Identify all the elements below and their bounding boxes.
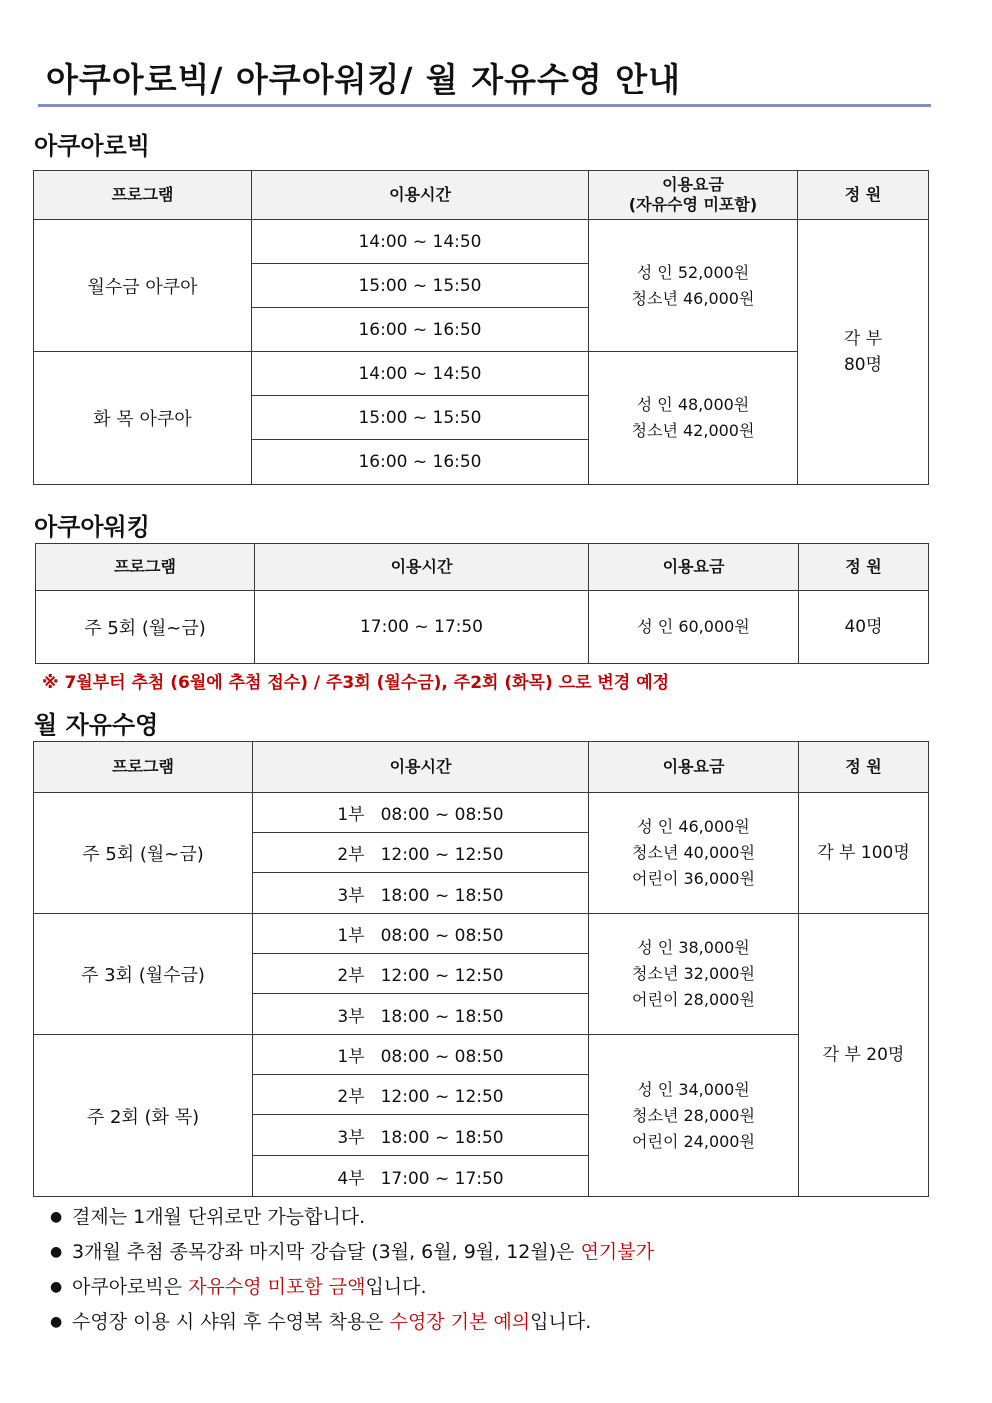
walking-header-row [36, 544, 929, 591]
fee-line: 성 인 48,000원 [636, 395, 750, 414]
fee-line: 청소년 42,000원 [631, 421, 755, 440]
time-range: 18:00 ~ 18:50 [380, 885, 504, 906]
fee-cell [589, 220, 798, 352]
table-row [34, 793, 929, 833]
time-range: 08:00 ~ 08:50 [380, 926, 504, 946]
bullet-icon: ● [50, 1314, 63, 1330]
free-swim-heading: 월 자유수영 [34, 711, 159, 739]
time-cell [253, 954, 589, 994]
note-highlight: 수영장 기본 예의 [389, 1311, 531, 1333]
aerobic-header-time: 이용시간 [252, 171, 589, 220]
time-cell [253, 914, 589, 954]
part-label: 3부 [337, 1006, 365, 1027]
fee-cell [589, 1035, 799, 1197]
table-row [34, 914, 929, 954]
note-text: 3개월 추첨 종목강좌 마지막 강습달 (3월, 6월, 9월, 12월)은 [72, 1241, 581, 1263]
part-label: 1부 [337, 926, 365, 946]
fee-line: 성 인 52,000원 [636, 262, 750, 282]
note-text-after: 입니다. [530, 1311, 592, 1333]
note-text: 아쿠아로빅은 [72, 1276, 189, 1298]
fee-line: 어린이 28,000원 [632, 990, 755, 1009]
free-swim-header-time: 이용시간 [253, 742, 589, 793]
time-range: 12:00 ~ 12:50 [380, 845, 504, 865]
page-title: 아쿠아로빅/ 아쿠아워킹/ 월 자유수영 안내 [46, 60, 681, 99]
time-cell [253, 1035, 589, 1075]
table-row [34, 220, 929, 264]
program-cell: 화 목 아쿠아 [34, 352, 252, 485]
part-label: 2부 [337, 845, 365, 865]
program-cell: 주 3회 (월수금) [34, 914, 253, 1035]
time-range: 08:00 ~ 08:50 [380, 805, 504, 825]
aerobic-header-capacity: 정 원 [798, 171, 929, 220]
fee-cell [589, 793, 799, 914]
capacity-cell: 각 부 100명 [799, 793, 929, 914]
free-swim-header-capacity: 정 원 [799, 742, 929, 793]
time-range: 12:00 ~ 12:50 [380, 1087, 504, 1107]
time-cell: 17:00 ~ 17:50 [255, 591, 589, 664]
bullet-icon: ● [50, 1244, 63, 1260]
fee-cell [589, 352, 798, 485]
part-label: 1부 [337, 1047, 365, 1067]
free-swim-header-fee: 이용요금 [589, 742, 799, 793]
note-text: 수영장 이용 시 샤워 후 수영복 착용은 [72, 1311, 390, 1333]
fee-line: 성 인 46,000원 [637, 817, 750, 836]
time-cell [253, 1115, 589, 1156]
free-swim-header-program: 프로그램 [34, 742, 253, 793]
time-cell [253, 1156, 589, 1197]
time-cell [253, 873, 589, 914]
title-underline [38, 104, 931, 107]
time-cell: 15:00 ~ 15:50 [252, 396, 589, 440]
aerobic-header-fee-line2: (자유수영 미포함) [628, 195, 758, 214]
aerobic-header-program: 프로그램 [34, 171, 252, 220]
walking-change-notice: ※ 7월부터 추첨 (6월에 추첨 접수) / 주3회 (월수금), 주2회 (화목) 으로 변경 예정 [42, 673, 670, 693]
fee-cell [589, 914, 799, 1035]
capacity-cell: 각 부 20명 [799, 914, 929, 1197]
fee-line: 청소년 46,000원 [631, 288, 755, 308]
aerobic-heading: 아쿠아로빅 [34, 132, 150, 160]
walking-header-program: 프로그램 [36, 544, 255, 591]
time-range: 17:00 ~ 17:50 [380, 1168, 504, 1189]
time-range: 18:00 ~ 18:50 [380, 1127, 504, 1148]
program-cell: 주 5회 (월~금) [34, 793, 253, 914]
list-item [50, 1200, 654, 1235]
aerobic-header-fee [589, 171, 798, 220]
time-cell [253, 793, 589, 833]
part-label: 2부 [337, 1087, 365, 1107]
part-label: 3부 [337, 885, 365, 906]
part-label: 3부 [337, 1127, 365, 1148]
time-cell: 15:00 ~ 15:50 [252, 264, 589, 308]
time-range: 18:00 ~ 18:50 [380, 1006, 504, 1027]
part-label: 2부 [337, 966, 365, 986]
free-swim-header-row [34, 742, 929, 793]
fee-line: 청소년 28,000원 [632, 1105, 755, 1125]
note-highlight: 연기불가 [580, 1241, 654, 1263]
program-cell: 주 5회 (월~금) [36, 591, 255, 664]
program-cell: 월수금 아쿠아 [34, 220, 252, 352]
time-cell [253, 994, 589, 1035]
time-range: 12:00 ~ 12:50 [380, 966, 504, 986]
part-label: 1부 [337, 805, 365, 825]
fee-line: 성 인 38,000원 [637, 938, 750, 957]
list-item [50, 1235, 654, 1270]
capacity-line: 각 부 [843, 329, 883, 349]
capacity-cell [798, 220, 929, 485]
note-text: 결제는 1개월 단위로만 가능합니다. [72, 1206, 366, 1228]
list-item [50, 1305, 654, 1340]
list-item [50, 1270, 654, 1305]
aerobic-table [33, 170, 929, 485]
time-cell: 14:00 ~ 14:50 [252, 352, 589, 396]
walking-heading: 아쿠아워킹 [34, 513, 150, 541]
fee-line: 청소년 32,000원 [632, 964, 755, 983]
program-cell: 주 2회 (화 목) [34, 1035, 253, 1197]
fee-line: 청소년 40,000원 [632, 843, 755, 862]
time-cell: 16:00 ~ 16:50 [252, 440, 589, 485]
time-cell [253, 1075, 589, 1115]
part-label: 4부 [337, 1168, 365, 1189]
time-cell [253, 833, 589, 873]
fee-line: 어린이 24,000원 [632, 1131, 755, 1151]
aerobic-header-row [34, 171, 929, 220]
capacity-line: 80명 [843, 355, 883, 375]
capacity-cell: 40명 [799, 591, 929, 664]
time-range: 08:00 ~ 08:50 [380, 1047, 504, 1067]
free-swim-table [33, 741, 929, 1197]
note-text-after: 입니다. [365, 1276, 427, 1298]
table-row [36, 591, 929, 664]
time-cell: 14:00 ~ 14:50 [252, 220, 589, 264]
walking-header-fee: 이용요금 [589, 544, 799, 591]
table-row [34, 352, 929, 396]
table-row [34, 1035, 929, 1075]
walking-table [35, 543, 929, 664]
notes-list [50, 1200, 654, 1340]
fee-cell: 성 인 60,000원 [589, 591, 799, 664]
walking-header-capacity: 정 원 [799, 544, 929, 591]
aerobic-header-fee-line1: 이용요금 [662, 175, 724, 194]
walking-header-time: 이용시간 [255, 544, 589, 591]
fee-line: 성 인 34,000원 [637, 1079, 750, 1099]
time-cell: 16:00 ~ 16:50 [252, 308, 589, 352]
bullet-icon: ● [50, 1279, 63, 1295]
fee-line: 어린이 36,000원 [632, 869, 755, 888]
bullet-icon: ● [50, 1209, 63, 1225]
note-highlight: 자유수영 미포함 금액 [188, 1276, 366, 1298]
